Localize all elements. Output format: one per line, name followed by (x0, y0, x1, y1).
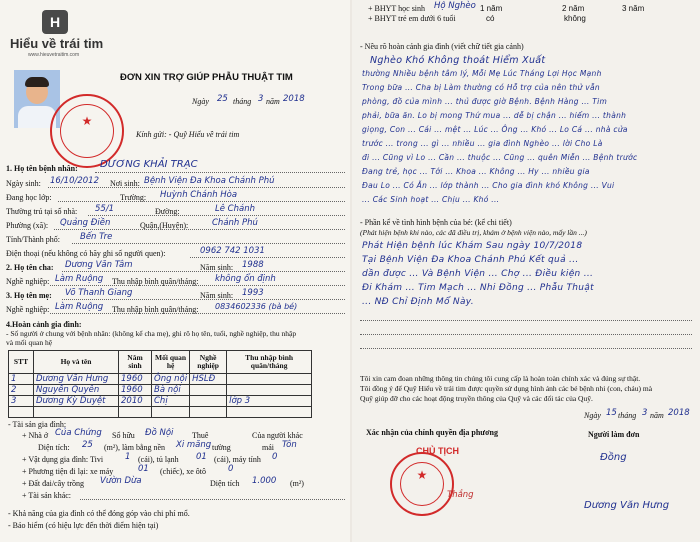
form-date-prefix: Ngày (192, 97, 209, 106)
disease-label: - Phần kể về tình hình bệnh của bé: (kể chi tiết) (360, 218, 512, 227)
patient-district-label: Quận,(Huyện): (140, 221, 189, 230)
insurance-child-label: + BHYT trẻ em dưới 6 tuổi (368, 14, 456, 23)
column-header: STT (9, 351, 34, 374)
situation-line: giọng, Con ... Cái ... mệt ... Lúc ... Ông ... Khó ... Lo Cá ... nhà cửa (362, 125, 628, 134)
table-cell: HSLĐ (190, 374, 227, 385)
table-cell: Dương Văn Hưng (34, 374, 119, 385)
area-label: Diện tích: (38, 443, 70, 452)
closing-date-day: 15 (606, 408, 617, 418)
disease-line: Phát Hiện bệnh lúc Khám Sau ngày 10/7/2018 (362, 241, 583, 251)
authority-signature: Thắng (447, 490, 474, 500)
column-header: Năm sinh (119, 351, 152, 374)
situation-line: phòng, đồ của mình ... thủ được giờ Bệnh. Bệnh Hàng ... Tim (362, 97, 608, 106)
patient-province: Bến Tre (80, 232, 113, 242)
form-date-year: 2018 (283, 94, 305, 104)
patient-address-label: Thường trú tại số nhà: (6, 207, 78, 216)
form-date-month: 3 (258, 94, 264, 104)
family-members-table (8, 350, 312, 418)
situation-line: trước ... trong ... gì ... nhiều ... gia đình Nghèo ... lời Cho Là (362, 139, 603, 148)
closing-date-year-prefix: năm (650, 411, 664, 420)
situation-label: - Nêu rõ hoàn cảnh gia đình (viết chữ tiết gia cảnh) (360, 42, 524, 51)
authority-label: Xác nhận của chính quyền địa phương (366, 428, 498, 437)
form-date-year-prefix: năm (266, 97, 280, 106)
form-title: ĐƠN XIN TRỢ GIÚP PHẪU THUẬT TIM (120, 72, 293, 83)
table-cell (227, 374, 312, 385)
mother-income: 0834602336 (bà bé) (215, 302, 298, 311)
stamp-title: CHỦ TỊCH (416, 446, 459, 456)
insurance-student-value: Hộ Nghèo (434, 1, 476, 11)
disease-line: ... NĐ Chỉ Định Mổ Này. (362, 297, 474, 307)
car-label: (chiếc), xe ôtô (160, 467, 206, 476)
father-section-label: 2. Họ tên cha: (6, 263, 54, 272)
house-rent-label: Thuê (192, 431, 209, 440)
fridge-count: 01 (196, 452, 207, 462)
patient-street: Lê Chánh (215, 204, 255, 214)
table-cell: Chị (152, 396, 190, 407)
support-label: - Khả năng của gia đình có thể đóng góp vào chi phí mổ. (8, 509, 190, 518)
land-area-value: 1.000 (252, 476, 277, 486)
situation-line: thường Nhiều bệnh tâm lý, Mỗi Mẹ Lúc Tháng Lợi Học Mạnh (362, 69, 602, 78)
patient-district: Chánh Phú (212, 218, 258, 228)
patient-phone-label: Điện thoại (nếu không có hãy ghi số người quen): (6, 249, 166, 258)
table-cell: lớp 3 (227, 396, 312, 407)
table-row (9, 385, 312, 396)
assets-label: - Tài sản gia đình: (8, 420, 67, 429)
column-header: Thu nhập bình quân/tháng (227, 351, 312, 374)
disease-sublabel: (Phát hiện bệnh khi nào, các đã điều trị, khám ở bệnh viện nào, mấy lần ...) (360, 228, 587, 237)
tv-count: 1 (125, 452, 131, 462)
mother-job-label: Nghề nghiệp: (6, 305, 50, 314)
transport-label: + Phương tiện đi lại: xe máy (22, 467, 114, 476)
patient-section-label: 1. Họ tên bệnh nhân: (6, 164, 78, 173)
patient-hospital: Bệnh Viện Đa Khoa Chánh Phú (144, 176, 275, 186)
authority-seal-stamp: ★ (390, 452, 454, 516)
applicant-label: Người làm đơn (588, 430, 640, 439)
father-name: Dương Văn Tâm (65, 260, 133, 270)
closing-consent-2: Quỹ giúp đỡ cho các hoạt động truyền thông của Quỹ và các đối tác của Quỹ. (360, 394, 593, 403)
mother-job: Làm Ruộng (55, 302, 104, 312)
brand-name: Hiểu về trái tim (10, 36, 104, 51)
insurance-student-label: + BHYT học sinh (368, 4, 426, 13)
insurance-col-1: 1 năm (480, 4, 503, 13)
family-members-label: - Số người ở chung với bệnh nhân: (không kể cha mẹ), ghi rõ họ tên, tuổi, nghề nghiệp, thu nhập (6, 329, 297, 338)
mother-birth: 1993 (242, 288, 264, 298)
land-label: + Đất đai/cây trồng (22, 479, 85, 488)
house-ownership: Đồ Nội (145, 428, 174, 438)
red-seal-stamp: ★ (50, 94, 124, 168)
applicant-signature: Dương Văn Hưng (584, 500, 670, 511)
closing-date-month: 3 (642, 408, 648, 418)
father-birth: 1988 (242, 260, 264, 270)
form-date-day: 25 (217, 94, 228, 104)
patient-school-label: Đang học lớp: (6, 193, 52, 202)
house-value: Của Chứng (55, 428, 102, 438)
column-header: Mối quan hệ (152, 351, 190, 374)
brand-logo (10, 10, 120, 60)
motorbike-count: 01 (138, 464, 149, 474)
area-unit: (m²), làm bằng nền (104, 443, 166, 452)
patient-phone: 0962 742 1031 (200, 246, 265, 256)
table-cell: 1960 (119, 374, 152, 385)
mother-birth-label: Năm sinh: (200, 291, 234, 300)
table-row (9, 407, 312, 418)
family-section-label: 4.Hoàn cảnh gia đình: (6, 320, 82, 329)
floor-material: Xi măng (176, 440, 212, 450)
appliances-label: + Vật dụng gia đình: Tivi (22, 455, 104, 464)
other-assets-label: + Tài sản khác: (22, 491, 72, 500)
situation-line: Đau Lo ... Có Ăn ... lớp thành ... Cho gia đình khó Không ... Vui (362, 181, 615, 190)
disease-line: Tại Bệnh Viện Đa Khoa Chánh Phú Kết quả ... (362, 255, 579, 265)
situation-line: Đang trẻ, học ... Tới ... Khoa ... Không ... Hy ... nhiều gia (362, 167, 590, 176)
table-cell (190, 396, 227, 407)
insurance-col-2b: không (564, 14, 586, 23)
heart-logo-icon: H (42, 10, 68, 34)
mother-section-label: 3. Họ tên mẹ: (6, 291, 52, 300)
closing-date-prefix: Ngày (584, 411, 601, 420)
closing-thanks: Tôi xin cam đoan những thông tin chúng tôi cung cấp là hoàn toàn chính xác và đúng sự thật. (360, 374, 641, 383)
wall-label: tường (212, 443, 231, 452)
table-cell: 1 (9, 374, 34, 385)
table-row (9, 374, 312, 385)
table-cell: Bà nội (152, 385, 190, 396)
roof-value: Tôn (282, 440, 297, 450)
computer-label: (cái), máy tính (214, 455, 261, 464)
closing-date-year: 2018 (668, 408, 690, 418)
area-value: 25 (82, 440, 93, 450)
closing-consent-1: Tôi đồng ý để Quỹ Hiểu về trái tim được quyền sử dụng hình ảnh các bé bệnh nhi (con, cháu) mà (360, 384, 653, 393)
insurance-label: - Bảo hiểm (có hiệu lực đến thời điểm hiện tại) (8, 521, 159, 530)
table-cell (190, 385, 227, 396)
land-area-label: Diện tích (210, 479, 240, 488)
computer-count: 0 (272, 452, 278, 462)
disease-line: Đi Khám ... Tim Mạch ... Nhi Đồng ... Phẫu Thuật (362, 283, 594, 293)
house-ownership-label: Sổ hữu (112, 431, 135, 440)
column-header: Họ và tên (34, 351, 119, 374)
insurance-col-1b: có (486, 14, 495, 23)
land-area-unit: (m²) (290, 479, 304, 488)
father-income: không ổn định (215, 274, 276, 284)
applicant-word: Đồng (600, 452, 627, 463)
situation-line: phải, bữa ăn. Lo bị mong Thứ mua ... dễ bị chận ... hiếm ... thành (362, 111, 627, 120)
table-cell: 3 (9, 396, 34, 407)
patient-school: Huỳnh Chánh Hòa (160, 190, 238, 200)
father-birth-label: Năm sinh: (200, 263, 234, 272)
patient-school-field-label: Trường: (120, 193, 147, 202)
situation-line: Trong bữa ... Cha bị Làm thường có Hỗ trợ của nên thử vẫn (362, 83, 600, 92)
patient-province-label: Tỉnh/Thành phố: (6, 235, 60, 244)
patient-dob-label: Ngày sinh: (6, 179, 41, 188)
mother-name: Võ Thanh Giang (65, 288, 133, 298)
form-date-month-prefix: tháng (233, 97, 252, 106)
patient-address-no: 55/1 (95, 204, 115, 214)
mother-income-label: Thu nhập bình quân/tháng: (112, 305, 199, 314)
column-header: Nghề nghiệp (190, 351, 227, 374)
table-row (9, 396, 312, 407)
father-income-label: Thu nhập bình quân/tháng: (112, 277, 199, 286)
table-cell: 2010 (119, 396, 152, 407)
patient-street-label: Đường: (155, 207, 180, 216)
situation-line: đi ... Cũng vì Lo ... Cần ... thuộc ... Cũng ... quên Miễn ... Bệnh trước (362, 153, 638, 162)
table-cell: Ông nội (152, 374, 190, 385)
closing-date-month-prefix: tháng (618, 411, 637, 420)
car-count: 0 (228, 464, 234, 474)
roof-label: mái (262, 443, 274, 452)
father-job-label: Nghề nghiệp: (6, 277, 50, 286)
fridge-label: (cái), tủ lạnh (138, 455, 179, 464)
house-label: + Nhà ở (22, 431, 49, 440)
patient-ward: Quảng Điền (60, 218, 111, 228)
situation-line: Nghèo Khó Không thoát Hiểm Xuất (370, 55, 546, 66)
insurance-col-3: 3 năm (622, 4, 645, 13)
table-cell: 2 (9, 385, 34, 396)
land-value: Vườn Dừa (100, 476, 142, 486)
table-cell: 1960 (119, 385, 152, 396)
table-cell: Dương Kỳ Duyệt (34, 396, 119, 407)
disease-line: dần được ... Và Bệnh Viện ... Chợ ... Điều kiện ... (362, 269, 594, 279)
family-members-label-2: và mối quan hệ (6, 338, 53, 347)
patient-name: DƯƠNG KHẢI TRẠC (100, 159, 198, 170)
situation-line: ... Các Sinh hoạt ... Chịu ... Khó ... (362, 195, 500, 204)
insurance-col-2: 2 năm (562, 4, 585, 13)
table-cell (227, 385, 312, 396)
house-owner-label: Của người khác (252, 431, 303, 440)
table-cell: Nguyễn Quyên (34, 385, 119, 396)
patient-dob: 16/10/2012 (50, 176, 99, 186)
father-job: Làm Ruộng (55, 274, 104, 284)
table-header-row (9, 351, 312, 374)
patient-hospital-label: Nơi sinh: (110, 179, 140, 188)
patient-ward-label: Phường (xã): (6, 221, 49, 230)
addressee: Kính gửi: - Quỹ Hiểu về trái tim (136, 130, 240, 139)
brand-url: www.hieuvetraitim.com (28, 52, 80, 58)
form-right-page (352, 0, 700, 542)
